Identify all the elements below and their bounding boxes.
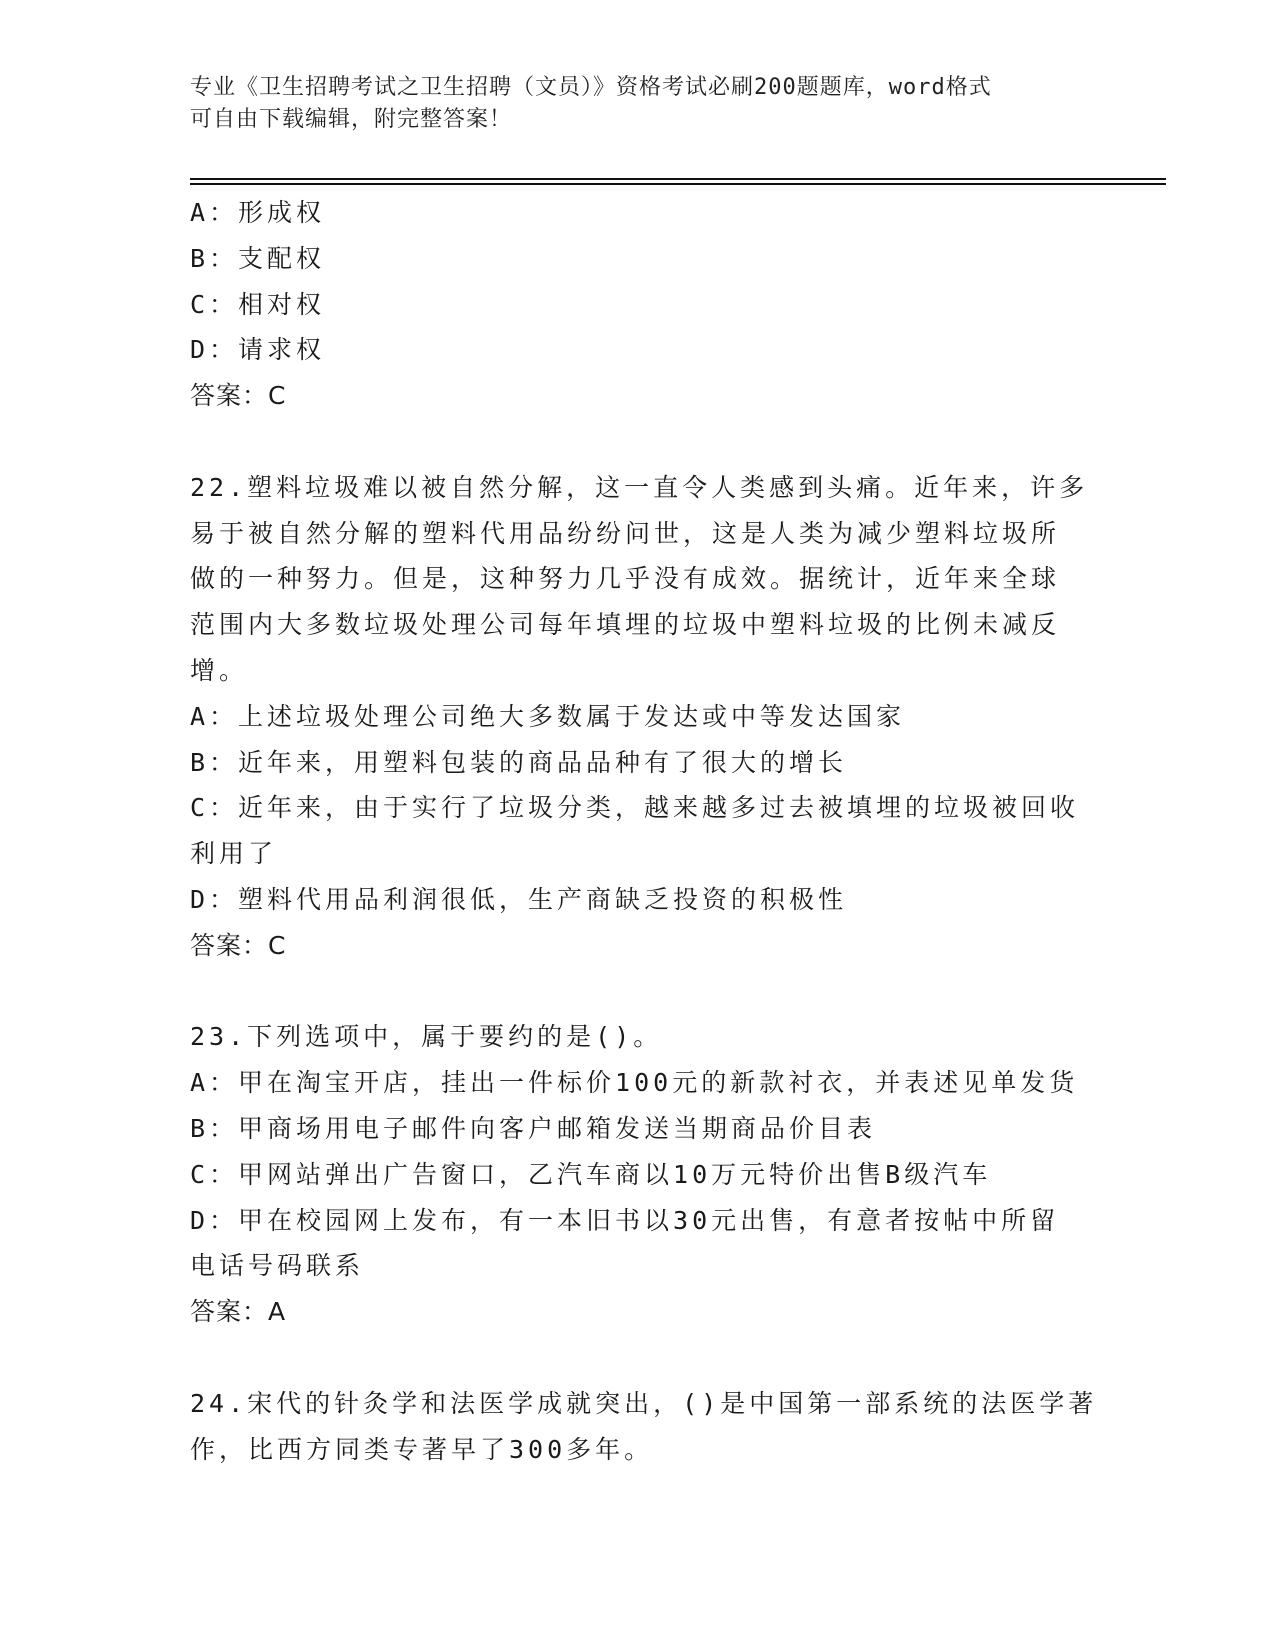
q23-option-b: B：甲商场用电子邮件向客户邮箱发送当期商品价目表 [190,1113,877,1143]
q21-option-d: D：请求权 [190,335,326,365]
q23-answer: 答案：A [190,1297,287,1327]
q21-answer: 答案：C [190,381,287,411]
q23-option-d-cont: 电话号码联系 [190,1251,365,1281]
spacer [190,419,1090,465]
header-rule-top [190,178,1166,180]
q23-option-c: C：甲网站弹出广告窗口，乙汽车商以10万元特价出售B级汽车 [190,1159,992,1189]
document-body [190,190,1098,1472]
q22-option-c-cont: 利用了 [190,839,278,869]
q21-option-a: A：形成权 [190,198,326,227]
q23-option-a: A：甲在淘宝开店，挂出一件标价100元的新款衬衣，并表述见单发货 [190,1068,1079,1098]
q22-option-c: C：近年来，由于实行了垃圾分类，越来越多过去被填埋的垃圾被回收 [190,793,1080,823]
q22-option-d: D：塑料代用品利润很低，生产商缺乏投资的积极性 [190,884,848,914]
spacer [190,969,1090,1015]
question-23-block [190,1014,1090,1335]
q22-option-a: A：上述垃圾处理公司绝大多数属于发达或中等发达国家 [190,701,906,731]
question-24-block [190,1381,1098,1473]
q22-stem-line: 22.塑料垃圾难以被自然分解，这一直令人类感到头痛。近年来，许多 [190,472,1089,502]
q23-stem-line: 23.下列选项中，属于要约的是()。 [190,1022,663,1052]
q22-stem-line: 范围内大多数垃圾处理公司每年填埋的垃圾中塑料垃圾的比例未减反 [190,610,1061,640]
q21-option-b: B：支配权 [190,243,326,273]
q24-stem-line: 作，比西方同类专著早了300多年。 [190,1434,654,1464]
question-21-block [190,190,1090,419]
q22-answer: 答案：C [190,930,287,960]
q22-stem-line: 做的一种努力。但是，这种努力几乎没有成效。据统计，近年来全球 [190,564,1061,594]
header-rule-bottom [190,183,1166,185]
header-line-2: 可自由下载编辑，附完整答案！ [190,107,513,132]
page-header [190,72,1090,136]
q22-stem-line: 易于被自然分解的塑料代用品纷纷问世，这是人类为减少塑料垃圾所 [190,518,1061,548]
question-22-block [190,465,1090,969]
q22-stem-line: 增。 [190,655,249,685]
q23-option-d: D：甲在校园网上发布，有一本旧书以30元出售，有意者按帖中所留 [190,1205,1060,1235]
q22-option-b: B：近年来，用塑料包装的商品品种有了很大的增长 [190,747,848,777]
q24-stem-line: 24.宋代的针灸学和法医学成就突出，()是中国第一部系统的法医学著 [190,1388,1098,1418]
header-line-1: 专业《卫生招聘考试之卫生招聘（文员）》资格考试必刷200题题库，word格式 [190,75,992,100]
spacer [190,1335,1090,1381]
q21-option-c: C：相对权 [190,289,326,319]
